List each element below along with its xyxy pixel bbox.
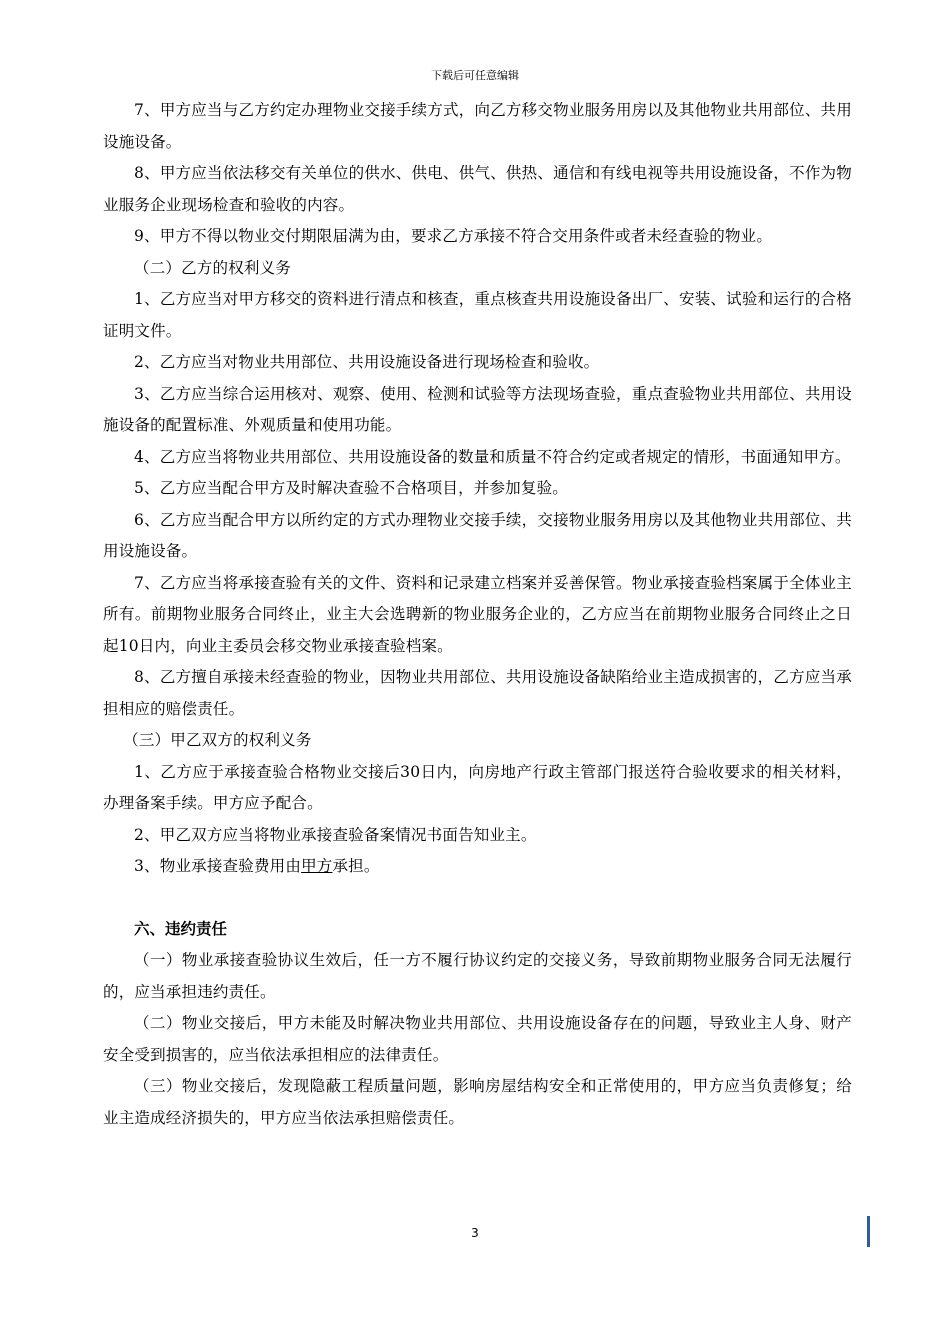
paragraph-b3: 3、乙方应当综合运用核对、观察、使用、检测和试验等方法现场查验，重点查验物业共用部位、共用设施设备的配置标准、外观质量和使用功能。: [103, 384, 852, 434]
spacer: [103, 883, 852, 914]
document-body: [103, 95, 852, 1134]
paragraph-a7: 7、甲方应当与乙方约定办理物业交接手续方式，向乙方移交物业服务用房以及其他物业共用部位、共用设施设备。: [103, 101, 852, 151]
paragraph-a9: 9、甲方不得以物业交付期限届满为由，要求乙方承接不符合交用条件或者未经查验的物业。: [134, 227, 773, 245]
paragraph-b4: 4、乙方应当将物业共用部位、共用设施设备的数量和质量不符合约定或者规定的情形，书面通知甲方。: [134, 447, 851, 466]
paragraph-c3-pre: 3、物业承接查验费用由: [134, 857, 302, 875]
paragraph-b1: 1、乙方应当对甲方移交的资料进行清点和核查，重点核查共用设施设备出厂、安装、试验和运行的合格证明文件。: [103, 290, 852, 340]
paragraph-b6: 6、乙方应当配合甲方以所约定的方式办理物业交接手续，交接物业服务用房以及其他物业共用部位、共用设施设备。: [103, 510, 852, 560]
paragraph-c3: [103, 851, 852, 883]
paragraph-d1: （一）物业承接查验协议生效后，任一方不履行协议约定的交接义务，导致前期物业服务合同无法履行的，应当承担违约责任。: [103, 951, 852, 1001]
paragraph-c1: 1、乙方应于承接查验合格物业交接后30日内，向房地产行政主管部门报送符合验收要求的相关材料，办理备案手续。甲方应予配合。: [103, 762, 852, 812]
section-heading-2: （二）乙方的权利义务: [134, 258, 292, 277]
paragraph-b2: 2、乙方应当对物业共用部位、共用设施设备进行现场检查和验收。: [134, 353, 600, 371]
side-accent-bar: [867, 1216, 870, 1247]
paragraph-b5: 5、乙方应当配合甲方及时解决查验不合格项目，并参加复验。: [134, 479, 568, 497]
paragraph-b8: 8、乙方擅自承接未经查验的物业，因物业共用部位、共用设施设备缺陷给业主造成损害的，乙方应当承担相应的赔偿责任。: [103, 668, 852, 718]
paragraph-b7: 7、乙方应当将承接查验有关的文件、资料和记录建立档案并妥善保管。物业承接查验档案属于全体业主所有。前期物业服务合同终止，业主大会选聘新的物业服务企业的，乙方应当在前期物业服务合同终止之日起10日内，向业主委员会移交物业承接查验档案。: [103, 573, 852, 655]
section-heading-6: 六、违约责任: [134, 919, 228, 938]
page-number: 3: [471, 1226, 479, 1240]
section-heading-3: （三）甲乙双方的权利义务: [123, 731, 312, 749]
paragraph-d2: （二）物业交接后，甲方未能及时解决物业共用部位、共用设施设备存在的问题，导致业主人身、财产安全受到损害的，应当依法承担相应的法律责任。: [103, 1014, 852, 1064]
paragraph-d3: （三）物业交接后，发现隐蔽工程质量问题，影响房屋结构安全和正常使用的，甲方应当负责修复；给业主造成经济损失的，甲方应当依法承担赔偿责任。: [103, 1077, 852, 1127]
page-header: 下载后可任意编辑: [431, 69, 519, 82]
paragraph-c2: 2、甲乙双方应当将物业承接查验备案情况书面告知业主。: [134, 825, 537, 844]
paragraph-c3-post: 承担。: [332, 857, 380, 875]
paragraph-c3-underlined: 甲方: [301, 857, 333, 875]
paragraph-a8: 8、甲方应当依法移交有关单位的供水、供电、供气、供热、通信和有线电视等共用设施设备，不作为物业服务企业现场检查和验收的内容。: [103, 164, 852, 214]
